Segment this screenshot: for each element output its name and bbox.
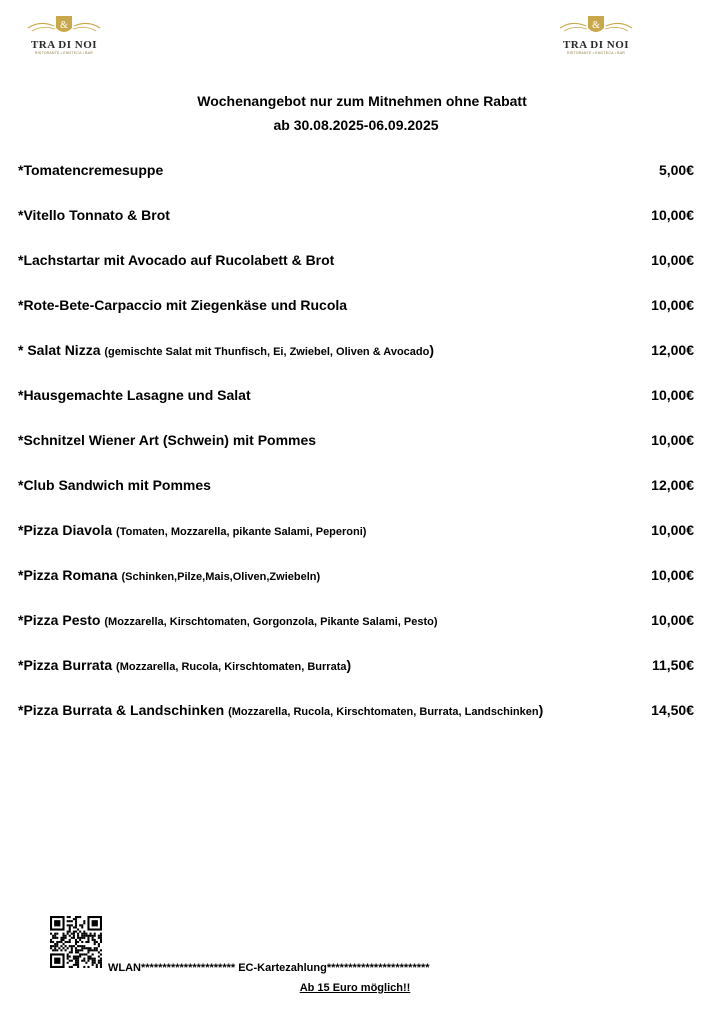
menu-item-description-close: ) <box>429 342 435 358</box>
menu-item-name: *Club Sandwich mit Pommes <box>18 477 211 493</box>
menu-item-description: (gemischte Salat mit Thunfisch, Ei, Zwiebel, Oliven & Avocado <box>104 346 430 358</box>
menu-item-name: *Tomatencremesuppe <box>18 162 164 178</box>
menu-item-price: 10,00€ <box>651 297 694 313</box>
menu-item-price: 14,50€ <box>651 702 694 718</box>
menu-item-description-close: ) <box>538 702 544 718</box>
crest-emblem: & <box>592 20 600 31</box>
menu-item-name: *Rote-Bete-Carpaccio mit Ziegenkäse und Rucola <box>18 297 348 313</box>
restaurant-logo-left <box>24 14 104 62</box>
menu-item <box>18 610 694 655</box>
menu-item-name: *Pizza Diavola <box>18 522 113 538</box>
menu-item-price: 12,00€ <box>651 342 694 358</box>
logo-tagline: RISTORANTE • ENOTECA • BAR <box>35 51 93 55</box>
menu-item <box>18 520 694 565</box>
menu-item-name: *Schnitzel Wiener Art (Schwein) mit Pommes <box>18 432 317 448</box>
menu-list <box>18 160 694 745</box>
offer-title: Wochenangebot nur zum Mitnehmen ohne Rabatt <box>197 93 527 109</box>
menu-item-price: 12,00€ <box>651 477 694 493</box>
menu-item <box>18 250 694 295</box>
logo-tagline: RISTORANTE • ENOTECA • BAR <box>567 51 625 55</box>
payment-info-line: WLAN********************** EC-Kartezahlung************************ <box>108 962 430 974</box>
menu-item-name: *Vitello Tonnato & Brot <box>18 207 170 223</box>
logo-name: TRA DI NOI <box>562 39 630 51</box>
menu-item-price: 10,00€ <box>651 432 694 448</box>
menu-item-price: 10,00€ <box>651 522 694 538</box>
menu-item-description: (Mozzarella, Rucola, Kirschtomaten, Burrata, Landschinken <box>228 706 539 718</box>
menu-item-description: (Tomaten, Mozzarella, pikante Salami, Peperoni) <box>116 526 367 538</box>
menu-item <box>18 655 694 700</box>
menu-item-description: (Mozzarella, Rucola, Kirschtomaten, Burrata <box>116 661 347 673</box>
menu-item <box>18 475 694 520</box>
menu-item-name: *Pizza Romana <box>18 567 118 583</box>
crest-emblem: & <box>60 20 68 31</box>
menu-item-description-close: ) <box>346 657 352 673</box>
menu-item-name: *Lachstartar mit Avocado auf Rucolabett & Brot <box>18 252 335 268</box>
menu-item <box>18 385 694 430</box>
menu-item-description: (Mozzarella, Kirschtomaten, Gorgonzola, Pikante Salami, Pesto) <box>104 616 438 628</box>
menu-item-name: *Pizza Burrata <box>18 657 113 673</box>
menu-item-name: *Hausgemachte Lasagne und Salat <box>18 387 251 403</box>
menu-item-price: 10,00€ <box>651 252 694 268</box>
menu-item <box>18 565 694 610</box>
menu-item-price: 5,00€ <box>658 162 694 178</box>
menu-item-name: * Salat Nizza <box>18 342 101 358</box>
menu-item-name: *Pizza Pesto <box>18 612 101 628</box>
menu-item <box>18 160 694 205</box>
menu-item-price: 10,00€ <box>651 567 694 583</box>
menu-item <box>18 430 694 475</box>
restaurant-logo-right <box>556 14 636 62</box>
crest-icon <box>24 14 104 38</box>
menu-item-price: 10,00€ <box>651 207 694 223</box>
qr-code-icon[interactable] <box>50 916 102 968</box>
menu-item-price: 10,00€ <box>651 612 694 628</box>
crest-icon <box>556 14 636 38</box>
menu-item-description: (Schinken,Pilze,Mais,Oliven,Zwiebeln) <box>121 571 321 583</box>
menu-item <box>18 295 694 340</box>
menu-item <box>18 340 694 385</box>
menu-item-name: *Pizza Burrata & Landschinken <box>18 702 225 718</box>
offer-date-range: ab 30.08.2025-06.09.2025 <box>273 117 439 133</box>
menu-item-price: 10,00€ <box>651 387 694 403</box>
payment-minimum-note: Ab 15 Euro möglich!! <box>299 982 411 994</box>
menu-item-price: 11,50€ <box>651 657 694 673</box>
logo-name: TRA DI NOI <box>30 39 98 51</box>
menu-item <box>18 700 694 745</box>
menu-item <box>18 205 694 250</box>
